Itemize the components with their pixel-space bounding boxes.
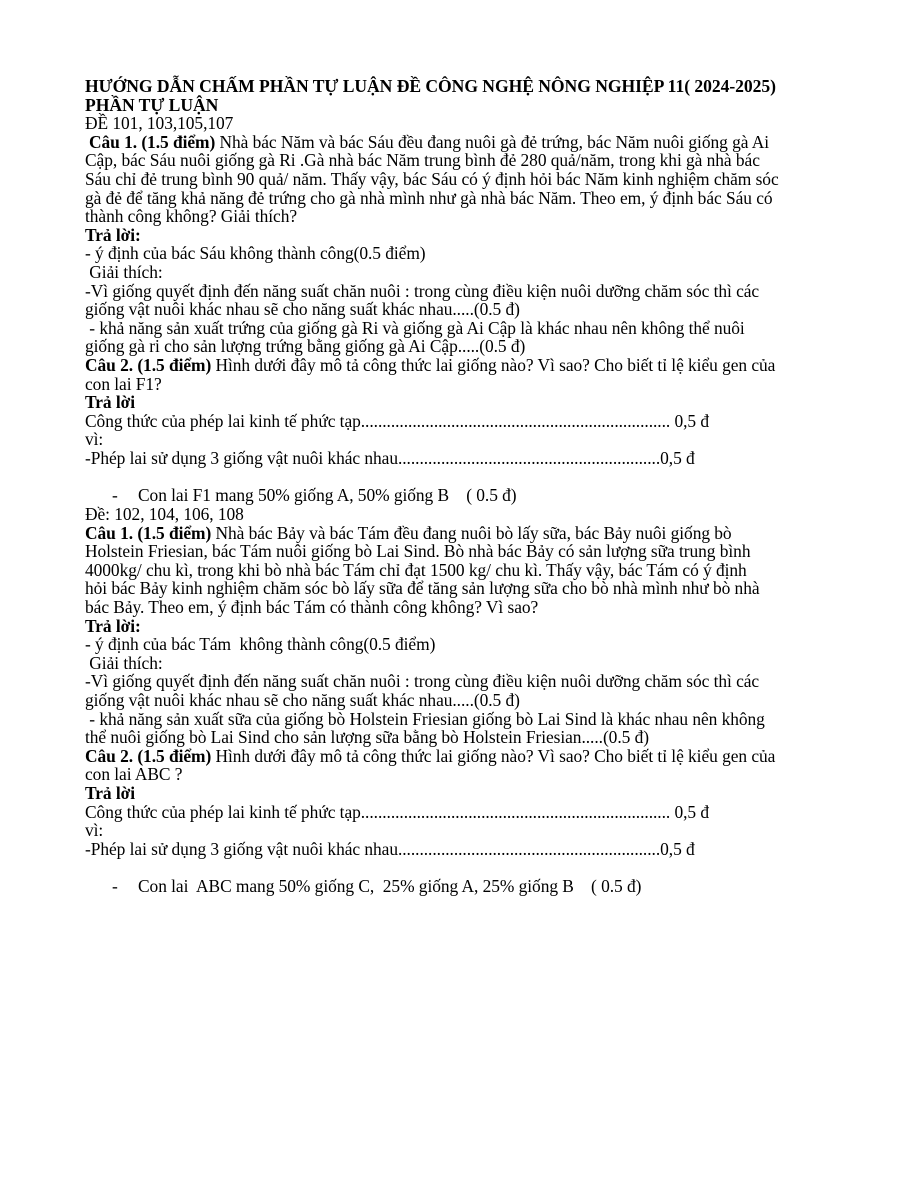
question-line: gà đẻ để tăng khả năng đẻ trứng cho gà nhà mình như gà nhà bác Năm. Theo em, ý định bác Sáu có (85, 187, 773, 208)
answer-line: vì: (85, 820, 104, 841)
answer-line: Công thức của phép lai kinh tế phức tạp........................................................................ 0,5 đ (85, 801, 710, 822)
question-1-text (85, 133, 885, 152)
question-line: 4000kg/ chu kì, trong khi bò nhà bác Tám chỉ đạt 1500 kg/ chu kì. Thấy vậy, bác Tám có ý định (85, 559, 747, 580)
answer-line: giống gà ri cho sản lượng trứng bằng giống gà Ai Cập.....(0.5 đ) (85, 336, 526, 357)
answer-label: Trả lời (85, 392, 136, 413)
answer-line: - khả năng sản xuất sữa của giống bò Holstein Friesian giống bò Lai Sind là khác nhau nên không (85, 708, 765, 729)
answer-line: - khả năng sản xuất trứng của giống gà Ri và giống gà Ai Cập là khác nhau nên không thể nuôi (85, 317, 745, 338)
answer-line: -Vì giống quyết định đến năng suất chăn nuôi : trong cùng điều kiện nuôi dưỡng chăm sóc thì các (85, 671, 760, 692)
answer-line: giống vật nuôi khác nhau sẽ cho năng suất khác nhau.....(0.5 đ) (85, 690, 520, 710)
answer-key-document (85, 77, 885, 896)
question-label: Câu 1. (1.5 điểm) (89, 131, 216, 152)
question-line: Nhà bác Năm và bác Sáu đều đang nuôi gà đẻ trứng, bác Năm nuôi giống gà Ai (215, 131, 770, 152)
bullet-text: Con lai ABC mang 50% giống C, 25% giống A, 25% giống B ( 0.5 đ) (138, 876, 642, 897)
question-line: bác Bảy. Theo em, ý định bác Tám có thành công không? Vì sao? (85, 597, 539, 618)
question-line: Hình dưới đây mô tả công thức lai giống nào? Vì sao? Cho biết tỉ lệ kiểu gen của (211, 745, 776, 766)
answer-line: -Phép lai sử dụng 3 giống vật nuôi khác nhau.............................................................0,5 đ (85, 838, 695, 859)
section-de-101 (85, 114, 885, 505)
question-label: Câu 1. (1.5 điểm) (85, 522, 212, 543)
question-2-text (85, 356, 885, 375)
question-line: thành công không? Giải thích? (85, 206, 298, 227)
section-code: Đề: 102, 104, 106, 108 (85, 504, 244, 525)
document-title: HƯỚNG DẪN CHẤM PHẦN TỰ LUẬN ĐỀ CÔNG NGHỆ NÔNG NGHIỆP 11( 2024-2025) (85, 76, 776, 96)
question-2-text (85, 747, 885, 766)
bullet-text: Con lai F1 mang 50% giống A, 50% giống B ( 0.5 đ) (138, 485, 517, 506)
answer-line: giống vật nuôi khác nhau sẽ cho năng suất khác nhau.....(0.5 đ) (85, 299, 520, 320)
question-line: Nhà bác Bảy và bác Tám đều đang nuôi bò lấy sữa, bác Bảy nuôi giống bò (211, 522, 732, 543)
section-code: ĐỀ 101, 103,105,107 (85, 113, 234, 134)
answer-line: - ý định của bác Tám không thành công(0.5 điểm) (85, 634, 436, 655)
answer-line: thể nuôi giống bò Lai Sind cho sản lượng sữa bằng bò Holstein Friesian.....(0.5 đ) (85, 727, 649, 748)
answer-line: -Phép lai sử dụng 3 giống vật nuôi khác nhau.............................................................0,5 đ (85, 447, 695, 468)
answer-line: Công thức của phép lai kinh tế phức tạp........................................................................ 0,5 đ (85, 410, 710, 431)
bullet-dash: - (112, 876, 118, 897)
question-line: Holstein Friesian, bác Tám nuôi giống bò Lai Sind. Bò nhà bác Bảy có sản lượng sữa trung bình (85, 541, 751, 562)
bullet-item (85, 877, 885, 896)
question-line: hỏi bác Bảy kinh nghiệm chăm sóc bò lấy sữa để tăng sản lượng sữa cho bò nhà mình như bò nhà (85, 578, 760, 599)
question-label: Câu 2. (1.5 điểm) (85, 745, 212, 766)
bullet-dash: - (112, 485, 118, 506)
answer-line: vì: (85, 429, 104, 450)
bullet-item (85, 486, 885, 505)
answer-line: -Vì giống quyết định đến năng suất chăn nuôi : trong cùng điều kiện nuôi dưỡng chăm sóc thì các (85, 280, 760, 301)
answer-label: Trả lời (85, 782, 136, 803)
section-de-102 (85, 505, 885, 896)
question-1-text (85, 524, 885, 543)
question-line: con lai ABC ? (85, 764, 183, 785)
answer-label: Trả lời: (85, 615, 141, 636)
question-line: Sáu chỉ đẻ trung bình 90 quả/ năm. Thấy vậy, bác Sáu có ý định hỏi bác Năm kinh nghiệm chăm sóc (85, 168, 779, 189)
answer-line: - ý định của bác Sáu không thành công(0.5 điểm) (85, 243, 426, 264)
question-label: Câu 2. (1.5 điểm) (85, 354, 212, 375)
question-line: Hình dưới đây mô tả công thức lai giống nào? Vì sao? Cho biết tỉ lệ kiểu gen của (211, 354, 776, 375)
question-line: Cập, bác Sáu nuôi giống gà Ri .Gà nhà bác Năm trung bình đẻ 280 quả/năm, trong khi gà nhà bác (85, 150, 760, 171)
answer-label: Trả lời: (85, 224, 141, 245)
answer-line: Giải thích: (85, 261, 163, 282)
document-subtitle: PHẦN TỰ LUẬN (85, 94, 219, 115)
answer-line: Giải thích: (85, 652, 163, 673)
question-line: con lai F1? (85, 373, 162, 394)
